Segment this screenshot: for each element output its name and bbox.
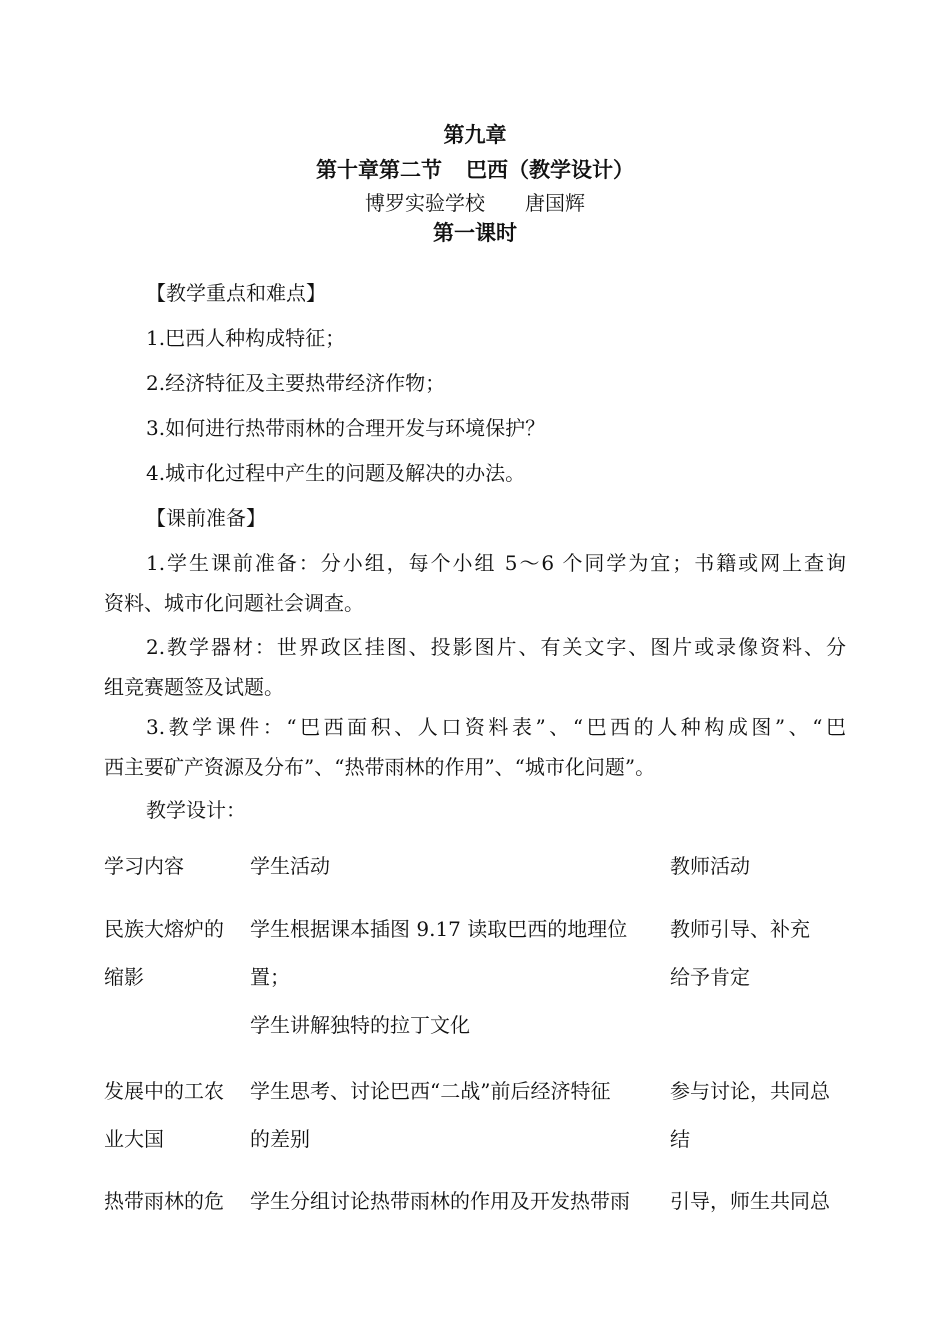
column-header: 教师活动 (670, 854, 750, 878)
table-row (104, 905, 864, 1055)
chapter-title: 第九章 (443, 122, 507, 147)
key-point-item: 2.经济特征及主要热带经济作物； (146, 371, 446, 395)
student-activity-cell: 学生思考、讨论巴西“二战”前后经济特征 的差别 (250, 1079, 611, 1151)
design-label: 教学设计： (146, 798, 246, 822)
key-point-item: 3.如何进行热带雨林的合理开发与环境保护？ (146, 416, 546, 440)
lesson-title: 第一课时 (433, 220, 517, 245)
author-line (0, 188, 950, 218)
table-row (104, 1067, 864, 1167)
teacher-activity-cell: 教师引导、补充 给予肯定 (670, 917, 810, 989)
student-activity-cell: 学生根据课本插图 9.17 读取巴西的地理位 置； 学生讲解独特的拉丁文化 (250, 917, 628, 1037)
key-point-item: 4.城市化过程中产生的问题及解决的办法。 (146, 461, 526, 485)
preparation-item (104, 707, 846, 787)
preparation-item (104, 627, 846, 707)
content-cell: 民族大熔炉的 缩影 (104, 917, 224, 989)
student-activity-cell: 学生分组讨论热带雨林的作用及开发热带雨 (250, 1189, 630, 1213)
preparation-item (104, 543, 846, 623)
key-points-heading: 【教学重点和难点】 (146, 281, 326, 305)
school-name: 博罗实验学校 (365, 191, 485, 215)
key-point-item: 1.巴西人种构成特征； (146, 326, 346, 350)
table-row (104, 1177, 864, 1227)
content-cell: 热带雨林的危 (104, 1189, 224, 1213)
column-header: 学生活动 (250, 854, 330, 878)
preparation-heading: 【课前准备】 (146, 506, 266, 530)
teacher-activity-cell: 参与讨论，共同总 结 (670, 1079, 830, 1151)
author-name: 唐国辉 (525, 191, 585, 215)
table-header-row (104, 842, 864, 892)
preparation-line: 西主要矿产资源及分布”、“热带雨林的作用”、“城市化问题”。 (104, 755, 656, 779)
section-title (0, 155, 950, 185)
preparation-line: 组竞赛题签及试题。 (104, 675, 284, 699)
content-cell: 发展中的工农 业大国 (104, 1079, 224, 1151)
preparation-line: 2.教学器材：世界政区挂图、投影图片、有关文字、图片或录像资料、分 (146, 635, 846, 659)
teacher-activity-cell: 引导，师生共同总 (670, 1189, 830, 1213)
preparation-line: 3.教学课件：“巴西面积、人口资料表”、“巴西的人种构成图”、“巴 (146, 715, 846, 739)
preparation-line: 资料、城市化问题社会调查。 (104, 591, 364, 615)
topic-title: 巴西（教学设计） (466, 157, 634, 182)
column-header: 学习内容 (104, 854, 184, 878)
preparation-line: 1.学生课前准备：分小组，每个小组 5～6 个同学为宜；书籍或网上查询 (146, 551, 846, 575)
section-number: 第十章第二节 (316, 157, 442, 182)
